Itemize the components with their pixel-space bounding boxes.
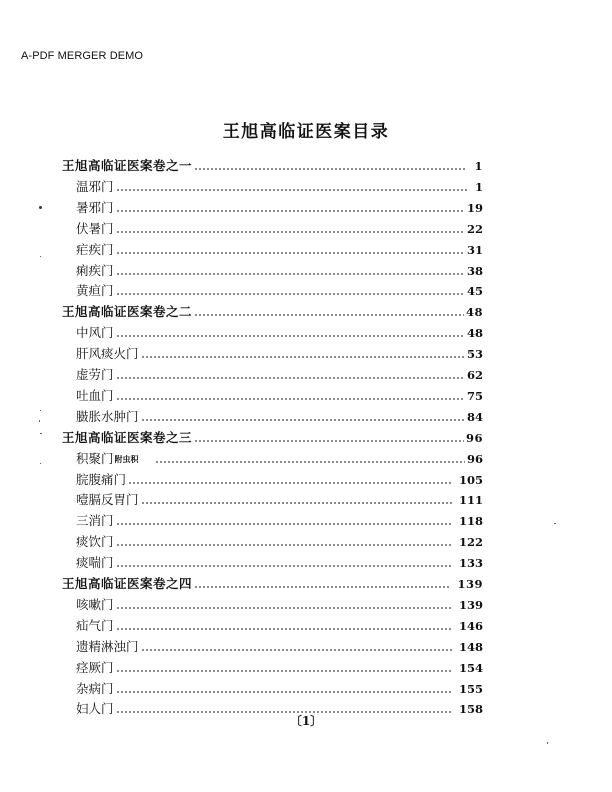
toc-entry-row [76, 365, 483, 383]
watermark-text: A-PDF MERGER DEMO [21, 50, 144, 62]
toc-entry-row [76, 198, 483, 216]
toc-page-number: 105 [458, 472, 483, 487]
dot-leader [116, 210, 465, 212]
toc-label: 暑邪门 [76, 199, 114, 215]
page-title: 王旭高临证医案目录 [222, 122, 390, 142]
toc-entry-row [76, 679, 483, 697]
dot-leader [194, 586, 451, 588]
toc-page-number: 31 [466, 242, 483, 257]
toc-label: 痰喘门 [76, 555, 114, 571]
toc-page-number: 148 [458, 639, 483, 654]
dot-leader [194, 168, 467, 170]
toc-label: 疝气门 [76, 617, 114, 633]
toc-page-number: 118 [458, 514, 483, 529]
toc-page-number: 1 [474, 159, 483, 173]
dot-leader [116, 293, 465, 295]
scan-speck [39, 206, 42, 209]
toc-label: 伏暑门 [76, 220, 114, 236]
toc-label: 杂病门 [76, 680, 114, 696]
toc-page-number: 22 [466, 221, 483, 236]
toc-label: 虚劳门 [76, 367, 114, 382]
dot-leader [116, 189, 467, 191]
toc-page-number: 154 [458, 660, 483, 675]
toc-label: 中风门 [76, 325, 114, 341]
toc-entry-row [76, 470, 483, 488]
toc-entry-row [76, 595, 483, 613]
dot-leader [116, 670, 453, 672]
toc-label: 王旭高临证医案卷之三 [62, 429, 193, 445]
toc-page-number: 75 [466, 388, 483, 403]
toc-label: 吐血门 [76, 387, 114, 403]
toc-label: 积聚门 [76, 450, 114, 466]
toc-entry-row [76, 637, 483, 655]
toc-page-number: 96 [466, 451, 483, 466]
toc-label: 肝风痰火门 [76, 346, 139, 362]
toc-entry-row [76, 177, 483, 195]
page-number: 〔1〕 [289, 714, 323, 728]
toc-label: 温邪门 [76, 178, 114, 194]
dot-leader [116, 628, 453, 630]
scan-speck [554, 523, 556, 524]
toc-section-row [62, 574, 483, 592]
toc-page-number: 84 [466, 409, 483, 424]
toc-label: 王旭高临证医案卷之一 [62, 158, 193, 173]
toc-page-number: 38 [466, 263, 483, 278]
toc-entry-row [76, 219, 483, 237]
dot-leader [116, 335, 465, 337]
toc-label: 臌胀水肿门 [76, 408, 139, 424]
dot-leader [116, 398, 465, 400]
toc-label: 痰饮门 [76, 534, 114, 550]
toc-entry-row [76, 658, 483, 676]
scan-speck [40, 256, 41, 257]
toc-page-number: 158 [458, 702, 483, 717]
toc-label-note: 附虫积 [114, 453, 139, 464]
toc-entry-row [76, 281, 483, 299]
scan-speck [39, 420, 40, 422]
toc-page-number: 139 [458, 597, 483, 612]
toc-label: 三消门 [76, 513, 114, 529]
toc-label: 脘腹痛门 [76, 471, 127, 487]
toc-page-number: 96 [465, 430, 483, 445]
toc-entry-row [76, 490, 483, 508]
toc-page-number: 19 [466, 200, 483, 215]
toc-entry-row [76, 386, 483, 404]
toc-entry-row [76, 344, 483, 362]
dot-leader [116, 565, 453, 567]
dot-leader [116, 252, 465, 254]
toc-entry-row [76, 511, 483, 529]
toc-section-row [62, 428, 483, 446]
scan-speck [547, 742, 548, 744]
toc-page-number: 111 [458, 493, 483, 508]
toc-page-number: 62 [466, 368, 483, 382]
toc-entry-row [76, 261, 483, 279]
dot-leader [141, 356, 465, 358]
toc-label: 痉厥门 [76, 659, 114, 675]
toc-label: 黄疸门 [76, 283, 114, 299]
toc-label: 咳嗽门 [76, 596, 114, 612]
scan-speck [40, 463, 41, 464]
toc-label: 妇人门 [76, 701, 114, 717]
toc-label: 痢疾门 [76, 262, 114, 278]
toc-page-number: 48 [466, 326, 483, 341]
dot-leader [116, 607, 453, 609]
toc-entry-row [76, 532, 483, 550]
dot-leader [128, 482, 453, 484]
dot-leader [116, 231, 465, 233]
dot-leader [116, 544, 453, 546]
toc-page-number: 122 [458, 535, 483, 550]
dot-leader [116, 523, 453, 525]
toc-page-number: 48 [465, 305, 483, 320]
toc-entry-row [76, 240, 483, 258]
dot-leader [116, 691, 453, 693]
toc-page-number: 45 [466, 284, 483, 299]
toc-page-number: 53 [466, 347, 483, 362]
toc-entry-row [76, 323, 483, 341]
toc-page-number: 133 [458, 556, 483, 571]
dot-leader [194, 440, 464, 442]
toc-page-number: 1 [474, 179, 483, 194]
dot-leader [141, 649, 453, 651]
dot-leader [194, 314, 464, 316]
toc-page-number: 155 [458, 681, 483, 696]
dot-leader [116, 273, 465, 275]
dot-leader [141, 502, 453, 504]
toc-entry-row [76, 616, 483, 634]
toc-label: 遗精淋浊门 [76, 638, 139, 654]
toc-label: 疟疾门 [76, 241, 114, 257]
scan-speck [40, 410, 41, 411]
toc-entry-row [76, 407, 483, 425]
toc-section-row [62, 156, 483, 174]
toc-label: 王旭高临证医案卷之四 [62, 576, 193, 591]
toc-label: 王旭高临证医案卷之二 [62, 304, 193, 320]
toc-section-row [62, 302, 483, 320]
dot-leader [116, 377, 465, 379]
toc-label: 噎膈反胃门 [76, 492, 139, 508]
toc-entry-row [76, 553, 483, 571]
scan-speck [40, 433, 42, 434]
toc-page-number: 139 [457, 577, 483, 591]
dot-leader [141, 419, 465, 421]
toc-page-number: 146 [458, 618, 483, 633]
toc-entry-row [76, 449, 483, 467]
dot-leader [155, 461, 465, 463]
